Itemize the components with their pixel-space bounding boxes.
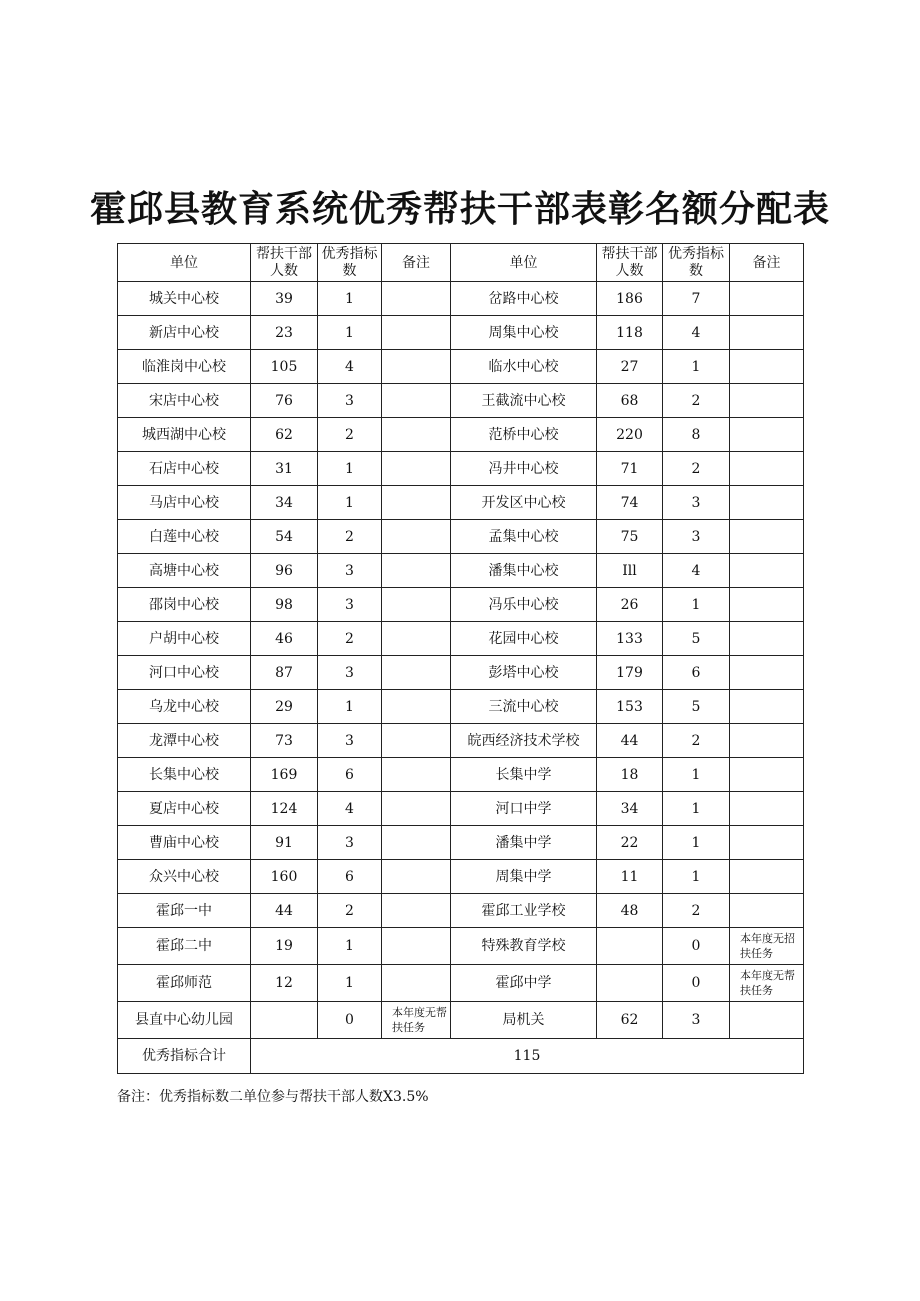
cell-left-remark: [382, 452, 451, 486]
cell-right-quota: 5: [663, 690, 730, 724]
cell-right-quota: 3: [663, 486, 730, 520]
cell-left-remark: [382, 350, 451, 384]
cell-left-unit: 马店中心校: [118, 486, 251, 520]
cell-left-unit: 新店中心校: [118, 316, 251, 350]
cell-left-quota: 3: [318, 724, 382, 758]
table-row: [118, 588, 804, 622]
cell-left-unit: 石店中心校: [118, 452, 251, 486]
cell-left-cadres: 23: [251, 316, 318, 350]
cell-left-cadres: 76: [251, 384, 318, 418]
cell-left-quota: 2: [318, 418, 382, 452]
quota-table: [117, 243, 804, 1074]
total-value: 115: [251, 1039, 804, 1074]
cell-left-remark: [382, 690, 451, 724]
cell-left-unit: 曹庙中心校: [118, 826, 251, 860]
total-label: 优秀指标合计: [118, 1039, 251, 1074]
header-remark-right: 备注: [730, 244, 804, 282]
cell-right-remark: [730, 826, 804, 860]
cell-left-cadres: 39: [251, 282, 318, 316]
cell-right-cadres: Ill: [597, 554, 663, 588]
cell-right-unit: 开发区中心校: [451, 486, 597, 520]
cell-right-unit: 霍邱工业学校: [451, 894, 597, 928]
cell-left-quota: 3: [318, 588, 382, 622]
cell-left-remark: [382, 860, 451, 894]
cell-right-quota: 1: [663, 350, 730, 384]
cell-right-remark: [730, 316, 804, 350]
cell-left-unit: 户胡中心校: [118, 622, 251, 656]
footnote: 备注：优秀指标数二单位参与帮扶干部人数X3.5%: [117, 1089, 429, 1105]
cell-right-remark: [730, 724, 804, 758]
cell-left-unit: 县直中心幼儿园: [118, 1002, 251, 1039]
cell-left-remark: [382, 724, 451, 758]
cell-right-remark: [730, 554, 804, 588]
cell-right-cadres: 18: [597, 758, 663, 792]
header-unit-left: 单位: [118, 244, 251, 282]
cell-left-cadres: 169: [251, 758, 318, 792]
cell-right-remark: 本年度无招扶任务: [730, 928, 804, 965]
cell-right-remark: [730, 860, 804, 894]
cell-right-remark: [730, 758, 804, 792]
cell-right-quota: 1: [663, 758, 730, 792]
cell-left-quota: 4: [318, 350, 382, 384]
cell-right-unit: 孟集中心校: [451, 520, 597, 554]
cell-right-quota: 4: [663, 316, 730, 350]
table-row: [118, 656, 804, 690]
table-row: [118, 965, 804, 1002]
table-row: [118, 384, 804, 418]
header-quota-right: 优秀指标数: [663, 244, 730, 282]
table-row: [118, 758, 804, 792]
cell-right-cadres: 133: [597, 622, 663, 656]
cell-left-quota: 2: [318, 894, 382, 928]
cell-left-quota: 1: [318, 690, 382, 724]
cell-right-quota: 0: [663, 928, 730, 965]
cell-left-unit: 宋店中心校: [118, 384, 251, 418]
cell-right-quota: 1: [663, 826, 730, 860]
cell-right-remark: [730, 282, 804, 316]
cell-left-unit: 邵岗中心校: [118, 588, 251, 622]
cell-right-cadres: 220: [597, 418, 663, 452]
cell-left-quota: 2: [318, 622, 382, 656]
cell-right-cadres: 153: [597, 690, 663, 724]
cell-right-unit: 三流中心校: [451, 690, 597, 724]
header-cadres-left: 帮扶干部人数: [251, 244, 318, 282]
cell-left-unit: 霍邱师范: [118, 965, 251, 1002]
cell-left-cadres: [251, 1002, 318, 1039]
table-row: [118, 418, 804, 452]
cell-right-quota: 4: [663, 554, 730, 588]
cell-right-quota: 3: [663, 1002, 730, 1039]
cell-right-unit: 局机关: [451, 1002, 597, 1039]
cell-left-cadres: 96: [251, 554, 318, 588]
cell-left-cadres: 31: [251, 452, 318, 486]
cell-left-cadres: 44: [251, 894, 318, 928]
cell-left-quota: 1: [318, 486, 382, 520]
cell-right-cadres: 71: [597, 452, 663, 486]
cell-left-remark: [382, 965, 451, 1002]
cell-left-cadres: 87: [251, 656, 318, 690]
cell-right-remark: [730, 418, 804, 452]
header-unit-right: 单位: [451, 244, 597, 282]
table-row: [118, 622, 804, 656]
table-row: [118, 486, 804, 520]
cell-left-remark: [382, 826, 451, 860]
cell-left-remark: [382, 894, 451, 928]
cell-left-quota: 1: [318, 452, 382, 486]
cell-right-unit: 冯井中心校: [451, 452, 597, 486]
cell-left-quota: 0: [318, 1002, 382, 1039]
cell-right-remark: [730, 350, 804, 384]
cell-right-remark: [730, 588, 804, 622]
table-body: [118, 244, 804, 1074]
cell-left-quota: 2: [318, 520, 382, 554]
cell-right-quota: 7: [663, 282, 730, 316]
cell-left-remark: [382, 520, 451, 554]
cell-left-unit: 龙潭中心校: [118, 724, 251, 758]
cell-right-quota: 1: [663, 792, 730, 826]
cell-right-cadres: 118: [597, 316, 663, 350]
page-title: 霍邱县教育系统优秀帮扶干部表彰名额分配表: [89, 189, 830, 230]
cell-right-quota: 1: [663, 860, 730, 894]
cell-right-unit: 范桥中心校: [451, 418, 597, 452]
cell-left-unit: 河口中心校: [118, 656, 251, 690]
cell-left-unit: 城西湖中心校: [118, 418, 251, 452]
cell-right-unit: 特殊教育学校: [451, 928, 597, 965]
cell-left-unit: 夏店中心校: [118, 792, 251, 826]
cell-left-quota: 1: [318, 282, 382, 316]
cell-right-unit: 霍邱中学: [451, 965, 597, 1002]
cell-right-unit: 周集中学: [451, 860, 597, 894]
table-row: [118, 554, 804, 588]
cell-left-remark: [382, 316, 451, 350]
cell-left-cadres: 62: [251, 418, 318, 452]
cell-left-remark: [382, 928, 451, 965]
cell-left-cadres: 19: [251, 928, 318, 965]
cell-right-cadres: 27: [597, 350, 663, 384]
cell-right-remark: [730, 792, 804, 826]
cell-right-remark: [730, 894, 804, 928]
cell-right-unit: 彭塔中心校: [451, 656, 597, 690]
cell-right-unit: 花园中心校: [451, 622, 597, 656]
table-row: [118, 860, 804, 894]
cell-left-quota: 1: [318, 928, 382, 965]
cell-left-cadres: 105: [251, 350, 318, 384]
table-row: [118, 1002, 804, 1039]
cell-left-remark: [382, 486, 451, 520]
cell-left-remark: 本年度无帮扶任务: [382, 1002, 451, 1039]
header-remark-left: 备注: [382, 244, 451, 282]
cell-left-unit: 乌龙中心校: [118, 690, 251, 724]
cell-right-unit: 长集中学: [451, 758, 597, 792]
table-header-row: [118, 244, 804, 282]
cell-right-quota: 8: [663, 418, 730, 452]
cell-left-unit: 霍邱二中: [118, 928, 251, 965]
cell-right-quota: 5: [663, 622, 730, 656]
cell-left-cadres: 34: [251, 486, 318, 520]
header-quota-left: 优秀指标数: [318, 244, 382, 282]
cell-right-cadres: 11: [597, 860, 663, 894]
cell-left-remark: [382, 758, 451, 792]
cell-left-quota: 6: [318, 860, 382, 894]
cell-left-cadres: 54: [251, 520, 318, 554]
cell-right-cadres: 34: [597, 792, 663, 826]
cell-right-remark: [730, 520, 804, 554]
header-cadres-right: 帮扶干部人数: [597, 244, 663, 282]
cell-left-cadres: 12: [251, 965, 318, 1002]
cell-left-unit: 临淮岗中心校: [118, 350, 251, 384]
cell-right-quota: 3: [663, 520, 730, 554]
cell-left-unit: 白莲中心校: [118, 520, 251, 554]
cell-right-cadres: 186: [597, 282, 663, 316]
cell-left-unit: 城关中心校: [118, 282, 251, 316]
cell-left-quota: 3: [318, 554, 382, 588]
table-row: [118, 826, 804, 860]
table-row: [118, 282, 804, 316]
cell-right-cadres: 48: [597, 894, 663, 928]
total-row: [118, 1039, 804, 1074]
cell-right-unit: 岔路中心校: [451, 282, 597, 316]
cell-left-remark: [382, 282, 451, 316]
cell-right-remark: [730, 622, 804, 656]
cell-right-quota: 2: [663, 452, 730, 486]
cell-right-quota: 2: [663, 894, 730, 928]
cell-right-quota: 0: [663, 965, 730, 1002]
cell-left-remark: [382, 418, 451, 452]
cell-right-quota: 2: [663, 384, 730, 418]
cell-right-cadres: [597, 965, 663, 1002]
cell-left-quota: 3: [318, 656, 382, 690]
cell-right-cadres: 62: [597, 1002, 663, 1039]
cell-left-quota: 1: [318, 316, 382, 350]
table-row: [118, 724, 804, 758]
cell-left-quota: 1: [318, 965, 382, 1002]
cell-right-remark: [730, 384, 804, 418]
cell-right-cadres: 74: [597, 486, 663, 520]
cell-right-quota: 1: [663, 588, 730, 622]
cell-right-remark: [730, 1002, 804, 1039]
table-row: [118, 316, 804, 350]
cell-left-remark: [382, 554, 451, 588]
cell-left-cadres: 29: [251, 690, 318, 724]
table-row: [118, 350, 804, 384]
cell-right-cadres: 75: [597, 520, 663, 554]
cell-right-unit: 临水中心校: [451, 350, 597, 384]
cell-right-remark: [730, 690, 804, 724]
cell-left-unit: 众兴中心校: [118, 860, 251, 894]
table-row: [118, 894, 804, 928]
cell-left-cadres: 91: [251, 826, 318, 860]
cell-left-cadres: 124: [251, 792, 318, 826]
cell-left-remark: [382, 792, 451, 826]
cell-right-remark: [730, 656, 804, 690]
cell-left-unit: 霍邱一中: [118, 894, 251, 928]
cell-right-remark: [730, 486, 804, 520]
cell-left-remark: [382, 588, 451, 622]
cell-right-cadres: 26: [597, 588, 663, 622]
cell-right-unit: 潘集中心校: [451, 554, 597, 588]
cell-right-unit: 河口中学: [451, 792, 597, 826]
table-row: [118, 690, 804, 724]
cell-left-cadres: 46: [251, 622, 318, 656]
cell-right-cadres: 22: [597, 826, 663, 860]
cell-right-unit: 潘集中学: [451, 826, 597, 860]
cell-left-quota: 3: [318, 384, 382, 418]
table-row: [118, 792, 804, 826]
cell-right-unit: 皖西经济技术学校: [451, 724, 597, 758]
cell-left-remark: [382, 656, 451, 690]
cell-left-cadres: 98: [251, 588, 318, 622]
cell-left-unit: 长集中心校: [118, 758, 251, 792]
cell-right-cadres: 68: [597, 384, 663, 418]
cell-right-cadres: [597, 928, 663, 965]
cell-left-remark: [382, 622, 451, 656]
cell-left-quota: 4: [318, 792, 382, 826]
cell-right-remark: [730, 452, 804, 486]
cell-right-cadres: 44: [597, 724, 663, 758]
cell-right-unit: 冯乐中心校: [451, 588, 597, 622]
cell-left-quota: 3: [318, 826, 382, 860]
cell-left-quota: 6: [318, 758, 382, 792]
cell-right-unit: 王截流中心校: [451, 384, 597, 418]
table-row: [118, 452, 804, 486]
table-row: [118, 520, 804, 554]
cell-right-cadres: 179: [597, 656, 663, 690]
cell-left-cadres: 73: [251, 724, 318, 758]
cell-right-quota: 6: [663, 656, 730, 690]
cell-right-unit: 周集中心校: [451, 316, 597, 350]
cell-right-remark: 本年度无帮扶任务: [730, 965, 804, 1002]
cell-left-remark: [382, 384, 451, 418]
cell-left-cadres: 160: [251, 860, 318, 894]
table-row: [118, 928, 804, 965]
cell-left-unit: 高塘中心校: [118, 554, 251, 588]
cell-right-quota: 2: [663, 724, 730, 758]
